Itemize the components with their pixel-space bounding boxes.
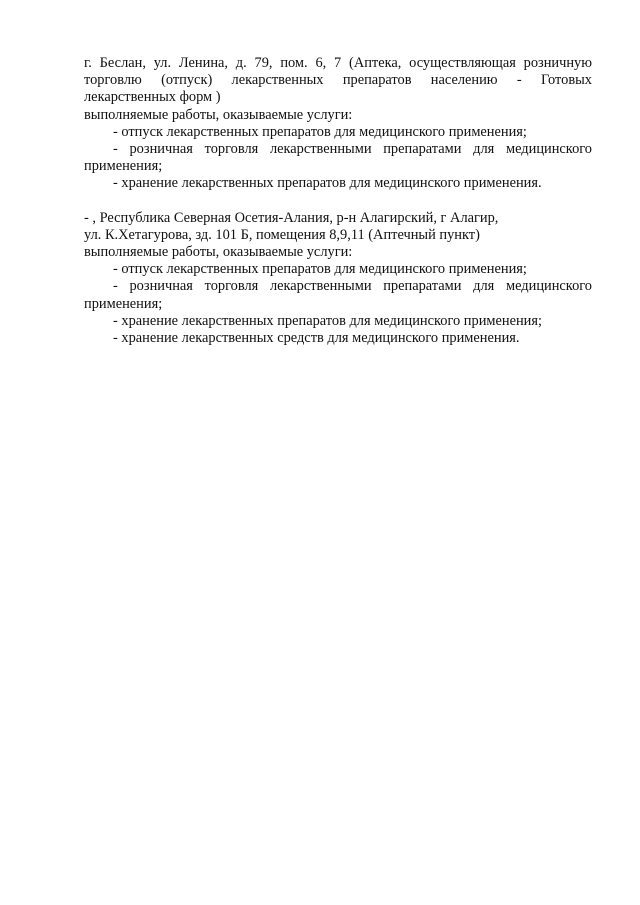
address-text: г. Беслан, ул. Ленина, д. 79, пом. 6, 7 (Аптека, осуществляющая розничную торговлю (отпуск) лекарственных препаратов населению - Готовых лекарственных форм ): [84, 55, 592, 106]
services-heading: выполняемые работы, оказываемые услуги:: [84, 106, 353, 123]
services-heading: выполняемые работы, оказываемые услуги:: [84, 244, 353, 261]
document-body: [84, 55, 592, 347]
service-item: - розничная торговля лекарственными препаратами для медицинского применения;: [84, 278, 592, 312]
service-item: - хранение лекарственных препаратов для медицинского применения.: [113, 175, 542, 192]
service-item: - хранение лекарственных препаратов для медицинского применения;: [113, 312, 543, 329]
service-item: - отпуск лекарственных препаратов для медицинского применения;: [113, 261, 527, 278]
service-item: - отпуск лекарственных препаратов для медицинского применения;: [113, 123, 527, 140]
pharmacy-block-beslan: [84, 55, 592, 193]
address-line: ул. К.Хетагурова, зд. 101 Б, помещения 8,9,11 (Аптечный пункт): [84, 226, 480, 243]
pharmacy-block-alagir: [84, 210, 592, 348]
service-item: - розничная торговля лекарственными препаратами для медицинского применения;: [84, 141, 592, 175]
service-item: - хранение лекарственных средств для медицинского применения.: [113, 330, 520, 347]
address-line: - , Республика Северная Осетия-Алания, р-н Алагирский, г Алагир,: [84, 209, 499, 226]
